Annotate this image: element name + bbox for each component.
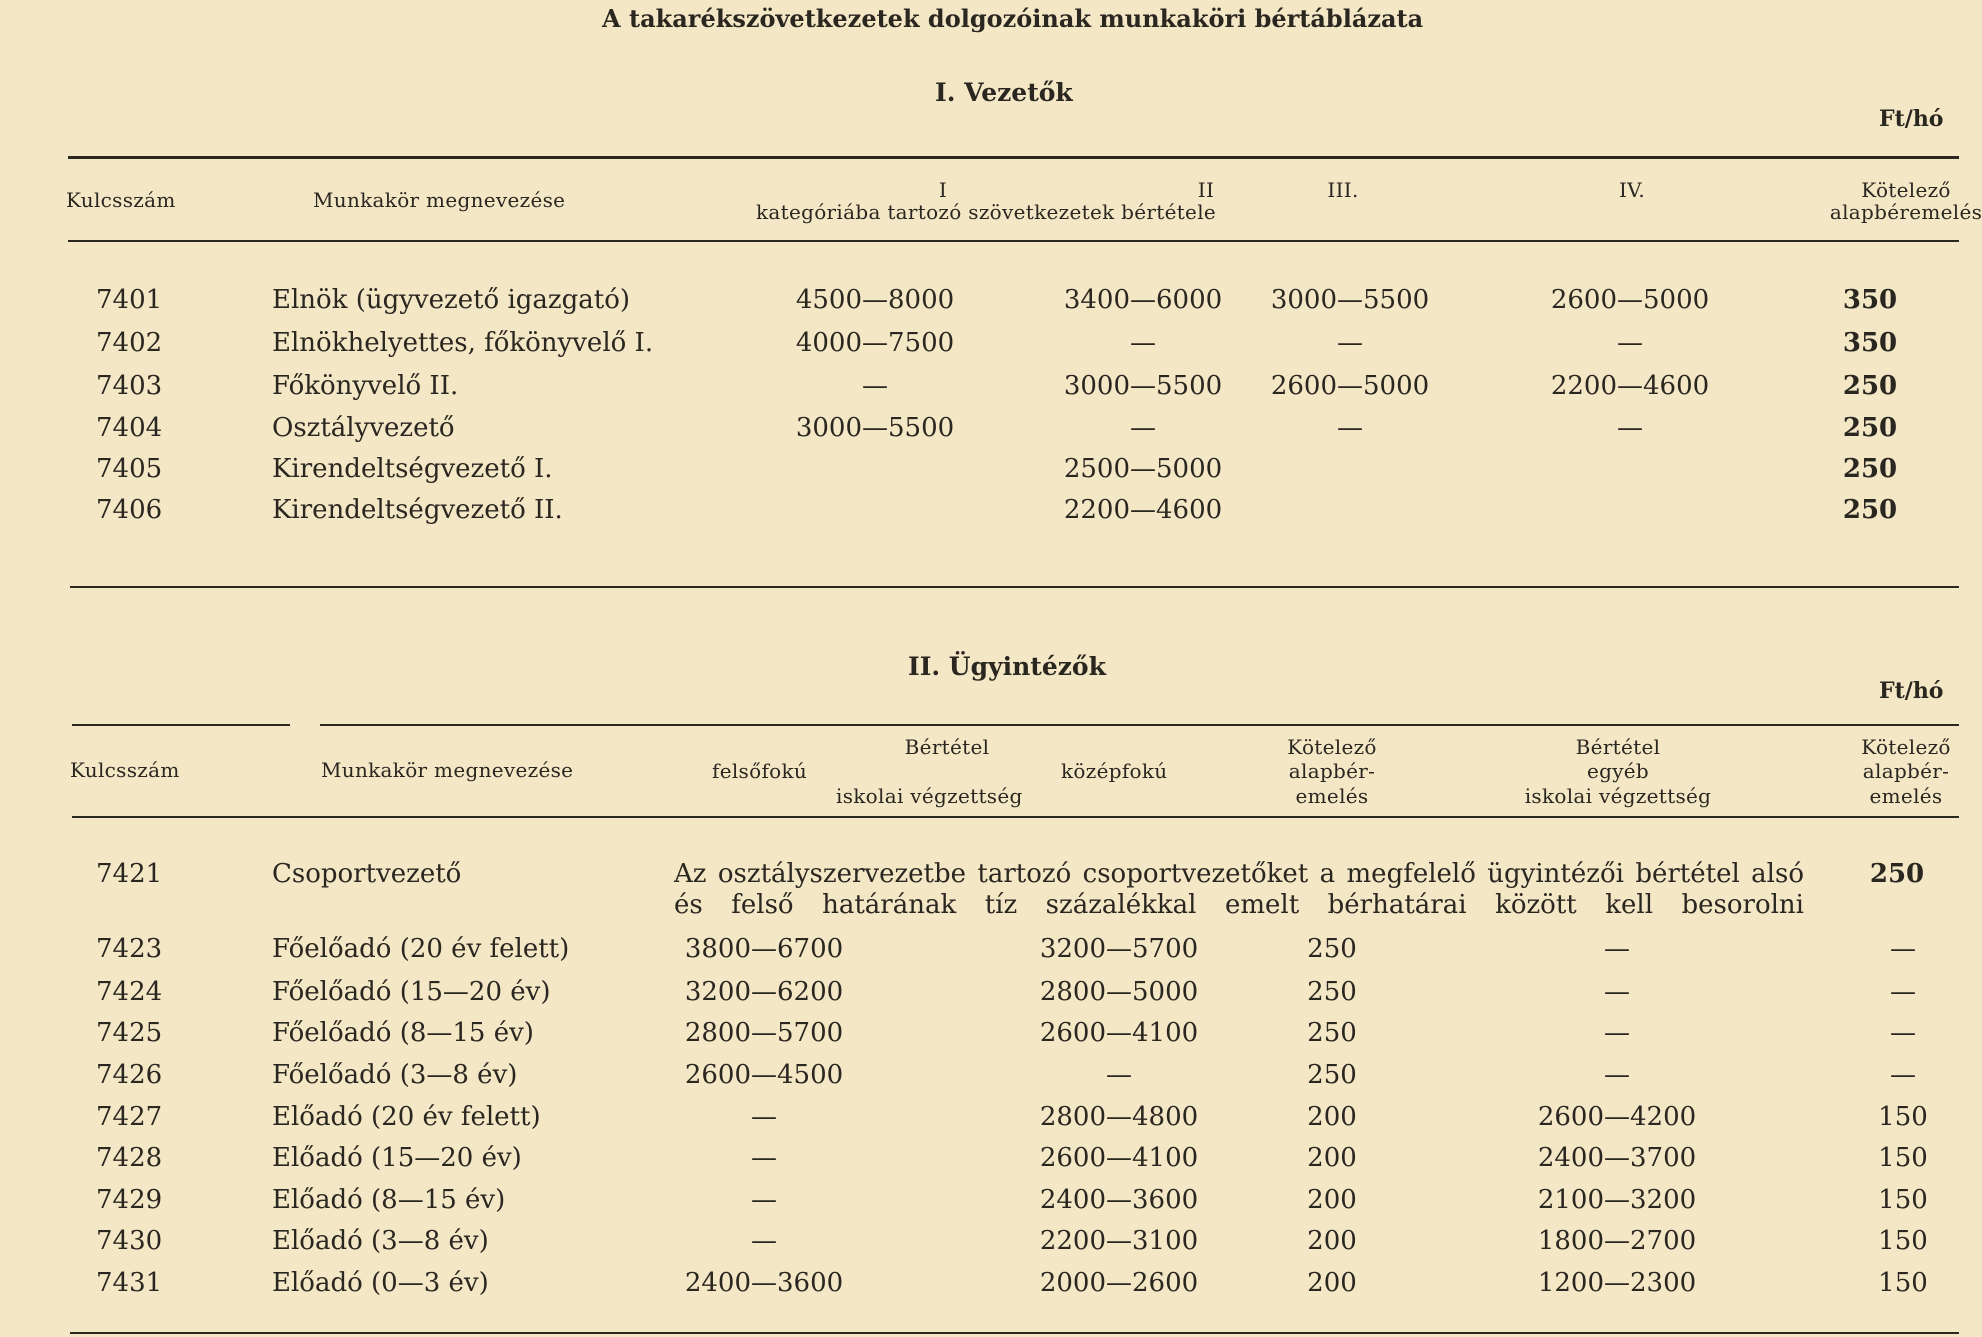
s2-row-name: Előadó (8—15 év)	[272, 1185, 506, 1215]
s2-header-code: Kulcsszám	[70, 758, 180, 782]
s2-row-other: —	[1604, 977, 1630, 1007]
section-1-unit: Ft/hó	[1879, 106, 1944, 132]
s2-row-higher: 3200—6200	[684, 977, 844, 1007]
s2-row-secondary: —	[1106, 1060, 1132, 1090]
group-leader-name: Csoportvezető	[272, 859, 462, 889]
s2-row-other: —	[1604, 1018, 1630, 1048]
s2-row-name: Előadó (0—3 év)	[272, 1268, 489, 1298]
s2-row-higher: —	[751, 1102, 777, 1132]
section-1-heading: I. Vezetők	[935, 78, 1073, 107]
s2-row-higher: 2600—4500	[684, 1060, 844, 1090]
s1-row-name: Kirendeltségvezető I.	[272, 454, 553, 484]
s1-row-name: Elnökhelyettes, főkönyvelő I.	[272, 328, 654, 358]
s2-header-raise1-line3: emelés	[1295, 784, 1369, 808]
s2-header-higher: felsőfokú	[712, 759, 808, 783]
s2-header-name: Munkakör megnevezése	[321, 758, 574, 782]
s2-header-raise1-line1: Kötelező	[1287, 735, 1377, 759]
s2-row-other: 2400—3700	[1537, 1143, 1697, 1173]
s2-row-code: 7424	[96, 977, 163, 1007]
s1-header-code: Kulcsszám	[66, 188, 176, 212]
s2-row-name: Főelőadó (15—20 év)	[272, 977, 551, 1007]
s1-row-cat2: —	[1130, 328, 1156, 358]
s2-header-raise2-line2: alapbér-	[1862, 759, 1950, 783]
s2-row-name: Előadó (3—8 év)	[272, 1226, 489, 1256]
s2-row-raise1: 200	[1307, 1226, 1357, 1256]
s1-header-name: Munkakör megnevezése	[313, 188, 566, 212]
s2-header-rate2-line3: iskolai végzettség	[1524, 784, 1712, 808]
s2-row-name: Előadó (15—20 év)	[272, 1143, 522, 1173]
s2-row-secondary: 2800—5000	[1039, 977, 1199, 1007]
section-2-header-rule	[72, 816, 1959, 818]
s2-header-school: iskolai végzettség	[836, 784, 1023, 808]
s2-row-code: 7428	[96, 1143, 163, 1173]
s1-row-cat1: 4500—8000	[795, 285, 955, 315]
group-leader-note: Az osztályszervezetbe tartozó csoportvezetőket a megfelelő ügyintézői bértétel alsó és felső határának tíz százalékkal emelt bérhatárai között kell besorolni	[674, 859, 1804, 920]
s2-row-raise2: —	[1890, 934, 1916, 964]
s2-row-code: 7431	[96, 1268, 163, 1298]
s1-row-raise: 250	[1842, 371, 1898, 401]
s1-row-cat3: —	[1337, 328, 1363, 358]
s2-row-higher: —	[751, 1226, 777, 1256]
s2-row-raise2: 150	[1878, 1102, 1928, 1132]
s2-row-raise1: 250	[1307, 977, 1357, 1007]
s1-header-cat1: I	[938, 178, 948, 202]
s1-header-cat4: IV.	[1618, 178, 1646, 202]
section-1-bottom-rule	[70, 586, 1959, 588]
s2-row-raise2: —	[1890, 977, 1916, 1007]
s1-row-cat4: —	[1617, 413, 1643, 443]
s2-row-raise1: 200	[1307, 1268, 1357, 1298]
s2-row-secondary: 2000—2600	[1039, 1268, 1199, 1298]
s2-header-rate2-line1: Bértétel	[1575, 735, 1661, 759]
section-1-header-rule	[68, 240, 1959, 242]
s2-row-other: —	[1604, 934, 1630, 964]
s2-row-raise2: 150	[1878, 1268, 1928, 1298]
page-title: A takarékszövetkezetek dolgozóinak munkaköri bértáblázata	[602, 4, 1424, 33]
s2-row-code: 7429	[96, 1185, 163, 1215]
s2-row-secondary: 3200—5700	[1039, 934, 1199, 964]
s1-row-name: Kirendeltségvezető II.	[272, 495, 563, 525]
s1-row-cat2: 3000—5500	[1063, 371, 1223, 401]
s2-row-code: 7430	[96, 1226, 163, 1256]
s2-row-secondary: 2200—3100	[1039, 1226, 1199, 1256]
s1-row-code: 7401	[96, 285, 163, 315]
section-2-unit: Ft/hó	[1879, 678, 1944, 704]
s2-row-higher: —	[751, 1143, 777, 1173]
s2-row-code: 7425	[96, 1018, 163, 1048]
s1-row-raise: 250	[1842, 413, 1898, 443]
s2-row-raise2: 150	[1878, 1143, 1928, 1173]
s1-row-code: 7405	[96, 454, 163, 484]
s1-row-cat2: 2500—5000	[1063, 454, 1223, 484]
s1-header-cat2: II	[1197, 178, 1215, 202]
s1-header-category-caption: kategóriába tartozó szövetkezetek bértétele	[756, 200, 1217, 224]
s2-row-raise1: 250	[1307, 934, 1357, 964]
s1-header-cat3: III.	[1327, 178, 1359, 202]
s1-row-raise: 250	[1842, 454, 1898, 484]
s1-header-raise-line1: Kötelező	[1861, 178, 1951, 202]
s2-row-raise2: 150	[1878, 1226, 1928, 1256]
s1-row-cat3: —	[1337, 413, 1363, 443]
s2-row-secondary: 2400—3600	[1039, 1185, 1199, 1215]
section-2-bottom-rule	[70, 1332, 1959, 1334]
s1-row-code: 7406	[96, 495, 163, 525]
s1-row-code: 7402	[96, 328, 163, 358]
s2-row-raise2: 150	[1878, 1185, 1928, 1215]
s1-row-raise: 250	[1842, 495, 1898, 525]
s2-header-secondary: középfokú	[1061, 759, 1168, 783]
s2-row-code: 7427	[96, 1102, 163, 1132]
s2-row-code: 7423	[96, 934, 163, 964]
s1-row-name: Osztályvezető	[272, 413, 455, 443]
section-2-top-rule-left	[72, 724, 290, 726]
s2-row-other: 1200—2300	[1537, 1268, 1697, 1298]
s2-row-higher: 2800—5700	[684, 1018, 844, 1048]
s2-row-raise1: 200	[1307, 1102, 1357, 1132]
s1-row-code: 7404	[96, 413, 163, 443]
s1-row-cat1: —	[862, 371, 888, 401]
s2-row-code: 7426	[96, 1060, 163, 1090]
s2-header-raise1-line2: alapbér-	[1288, 759, 1376, 783]
s1-row-code: 7403	[96, 371, 163, 401]
s2-row-other: 2600—4200	[1537, 1102, 1697, 1132]
s1-row-cat4: 2600—5000	[1550, 285, 1710, 315]
group-leader-raise: 250	[1869, 859, 1925, 889]
s1-row-cat1: 3000—5500	[795, 413, 955, 443]
s1-row-cat1: 4000—7500	[795, 328, 955, 358]
s2-row-other: 1800—2700	[1537, 1226, 1697, 1256]
s2-row-secondary: 2600—4100	[1039, 1143, 1199, 1173]
s2-header-rate-top: Bértétel	[904, 735, 990, 759]
s1-row-raise: 350	[1842, 328, 1898, 358]
s2-row-name: Előadó (20 év felett)	[272, 1102, 541, 1132]
s2-row-raise1: 200	[1307, 1185, 1357, 1215]
section-2-top-rule-right	[320, 724, 1959, 726]
s1-header-raise-line2: alapbéremelés	[1829, 200, 1982, 224]
s2-row-other: 2100—3200	[1537, 1185, 1697, 1215]
s1-row-cat2: —	[1130, 413, 1156, 443]
s2-header-raise2-line1: Kötelező	[1861, 735, 1951, 759]
group-leader-code: 7421	[96, 859, 163, 889]
s2-row-raise1: 200	[1307, 1143, 1357, 1173]
s2-row-other: —	[1604, 1060, 1630, 1090]
s1-row-raise: 350	[1842, 285, 1898, 315]
s2-row-name: Főelőadó (20 év felett)	[272, 934, 570, 964]
s2-row-raise2: —	[1890, 1018, 1916, 1048]
s2-row-secondary: 2600—4100	[1039, 1018, 1199, 1048]
s1-row-name: Elnök (ügyvezető igazgató)	[272, 285, 631, 315]
s2-row-name: Főelőadó (3—8 év)	[272, 1060, 518, 1090]
s2-row-higher: 3800—6700	[684, 934, 844, 964]
s1-row-cat3: 3000—5500	[1270, 285, 1430, 315]
section-2-heading: II. Ügyintézők	[908, 652, 1106, 681]
s2-row-raise1: 250	[1307, 1060, 1357, 1090]
s1-row-cat2: 2200—4600	[1063, 495, 1223, 525]
s2-row-name: Főelőadó (8—15 év)	[272, 1018, 534, 1048]
s2-row-higher: —	[751, 1185, 777, 1215]
s2-row-raise2: —	[1890, 1060, 1916, 1090]
s1-row-cat2: 3400—6000	[1063, 285, 1223, 315]
s2-row-raise1: 250	[1307, 1018, 1357, 1048]
s2-row-secondary: 2800—4800	[1039, 1102, 1199, 1132]
section-1-top-rule	[68, 156, 1959, 159]
s1-row-cat4: —	[1617, 328, 1643, 358]
s2-row-higher: 2400—3600	[684, 1268, 844, 1298]
s1-row-cat4: 2200—4600	[1550, 371, 1710, 401]
s1-row-name: Főkönyvelő II.	[272, 371, 459, 401]
s2-header-rate2-line2: egyéb	[1586, 759, 1650, 783]
s1-row-cat3: 2600—5000	[1270, 371, 1430, 401]
s2-header-raise2-line3: emelés	[1869, 784, 1943, 808]
